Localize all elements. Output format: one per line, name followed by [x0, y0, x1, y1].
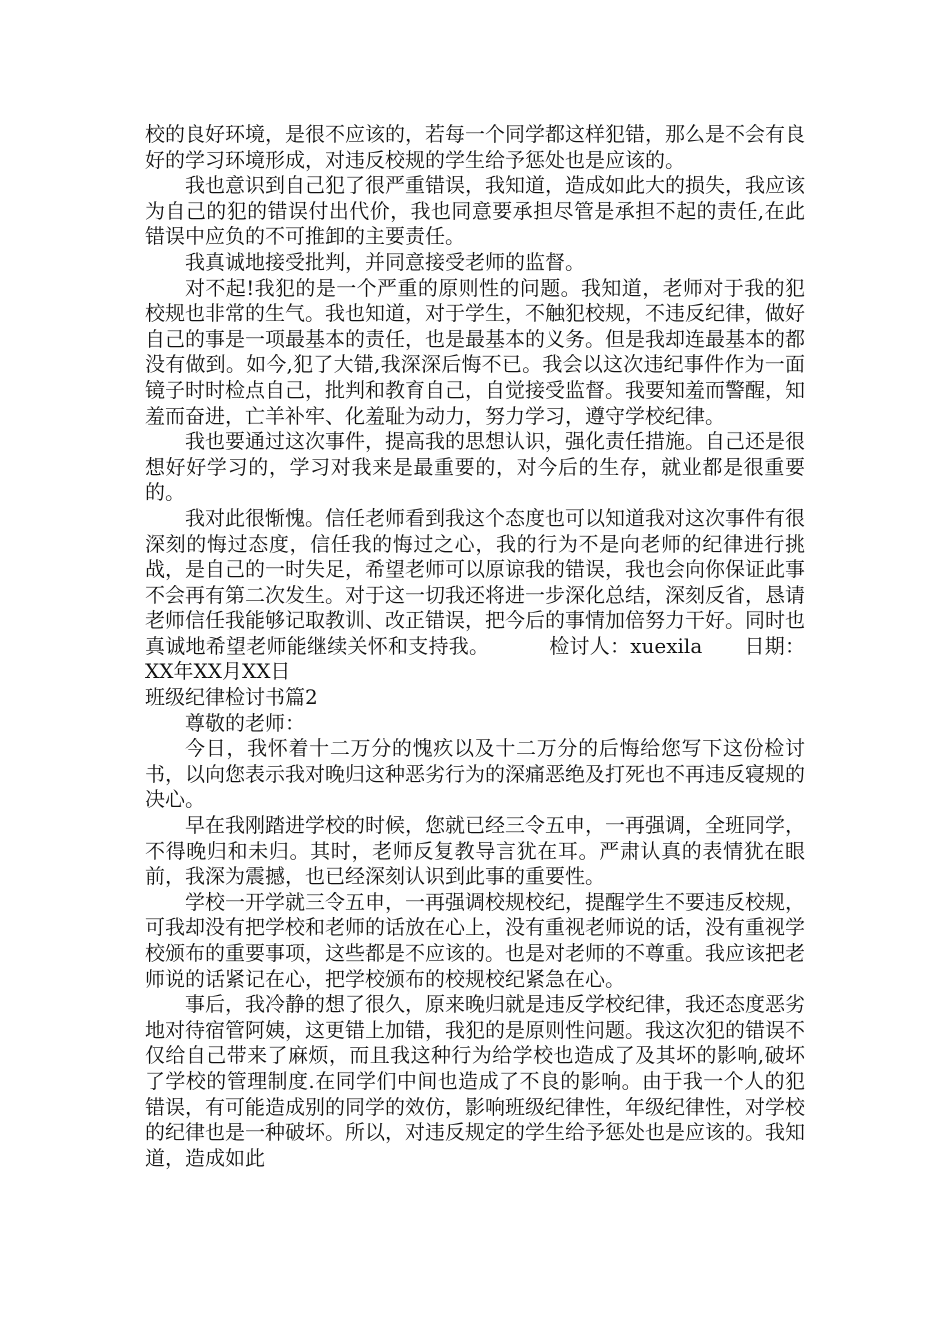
paragraph-6-text: 我对此很惭愧。信任老师看到我这个态度也可以知道我对这次事件有很深刻的悔过态度，信任我的悔过之心，我的行为不是向老师的纪律进行挑战，是自己的一时失足，希望老师可以原谅我的错误，我也会向你保证此事不会再有第二次发生。对于这一切我还将进一步深化总结，深刻反省，恳请老师信任我能够记取教训、改正错误，把今后的事情加倍努力干好。同时也真诚地希望老师能继续关怀和支持我。: [145, 505, 805, 658]
paragraph-7: 今日，我怀着十二万分的愧疚以及十二万分的后悔给您写下这份检讨书，以向您表示我对晚归这种恶劣行为的深痛恶绝及打死也不再违反寝规的决心。: [145, 736, 805, 812]
paragraph-10: 事后，我冷静的想了很久，原来晚归就是违反学校纪律，我还态度恶劣地对待宿管阿姨，这更错上加错，我犯的是原则性问题。我这次犯的错误不仅给自己带来了麻烦，而且我这种行为给学校也造成了及其坏的影响,破坏了学校的管理制度.在同学们中间也造成了不良的影响。由于我一个人的犯错误，有可能造成别的同学的效仿，影响班级纪律性，年级纪律性，对学校的纪律也是一种破坏。所以，对违反规定的学生给予惩处也是应该的。我知道，造成如此: [145, 992, 805, 1170]
signature-date: 日期：XX年XX月XX日: [145, 633, 805, 684]
section-title: 班级纪律检讨书篇2: [145, 685, 318, 710]
paragraph-2: 我也意识到自己犯了很严重错误，我知道，造成如此大的损失，我应该为自己的犯的错误付出代价，我也同意要承担尽管是承担不起的责任,在此错误中应负的不可推卸的主要责任。: [145, 173, 805, 249]
paragraph-5: 我也要通过这次事件，提高我的思想认识，强化责任措施。自己还是很想好好学习的，学习对我来是最重要的，对今后的生存，就业都是很重要的。: [145, 429, 805, 505]
reviewer-signature: 检讨人：xuexila: [549, 633, 703, 658]
salutation: 尊敬的老师：: [185, 710, 305, 735]
paragraph-9: 学校一开学就三令五申，一再强调校规校纪，提醒学生不要违反校规，可我却没有把学校和老师的话放在心上，没有重视老师说的话，没有重视学校颁布的重要事项，这些都是不应该的。也是对老师的不尊重。我应该把老师说的话紧记在心，把学校颁布的校规校纪紧急在心。: [145, 889, 805, 991]
paragraph-3: 我真诚地接受批判，并同意接受老师的监督。: [185, 249, 585, 274]
paragraph-8: 早在我刚踏进学校的时候，您就已经三令五申，一再强调，全班同学，不得晚归和未归。其时，老师反复教导言犹在耳。严肃认真的表情犹在眼前，我深为震撼，也已经深刻认识到此事的重要性。: [145, 813, 805, 889]
paragraph-4: 对不起!我犯的是一个严重的原则性的问题。我知道，老师对于我的犯校规也非常的生气。我也知道，对于学生，不触犯校规，不违反纪律，做好自己的事是一项最基本的责任，也是最基本的义务。但是我却连最基本的都没有做到。如今,犯了大错,我深深后悔不已。我会以这次违纪事件作为一面镜子时时检点自己，批判和教育自己，自觉接受监督。我要知羞而警醒，知羞而奋进，亡羊补牢、化羞耻为动力，努力学习，遵守学校纪律。: [145, 275, 805, 428]
paragraph-1: 校的良好环境，是很不应该的，若每一个同学都这样犯错，那么是不会有良好的学习环境形成，对违反校规的学生给予惩处也是应该的。: [145, 122, 805, 172]
document-page: [145, 122, 805, 1171]
paragraph-6: [145, 506, 805, 685]
